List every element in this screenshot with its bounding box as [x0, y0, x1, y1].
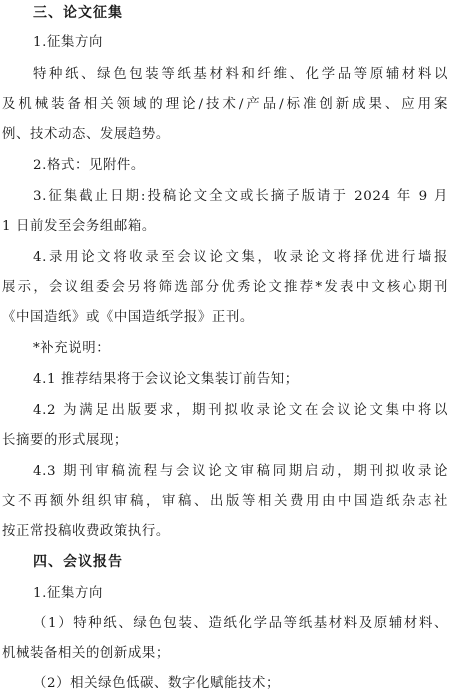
- paragraph-line: （2）相关绿色低碳、数字化赋能技术；: [33, 676, 280, 691]
- note-title: *补充说明：: [33, 341, 111, 356]
- paragraph-line: 1 日前发至会务组邮箱。: [2, 219, 156, 234]
- paragraph-line: 特种纸、绿色包装等纸基材料和纤维、化学品等原辅材料以: [33, 67, 448, 82]
- item-title-collection-direction: 1.征集方向: [33, 586, 103, 601]
- section-heading-conference-reports: 四、会议报告: [33, 554, 123, 570]
- paragraph-line: 按正常投稿收费政策执行。: [2, 524, 170, 539]
- paragraph-line: 《中国造纸》或《中国造纸学报》正刊。: [2, 310, 254, 325]
- section-heading-paper-collection: 三、论文征集: [33, 5, 123, 21]
- paragraph-line: 文不再额外组织审稿，审稿、出版等相关费用由中国造纸杂志社: [2, 494, 448, 509]
- paragraph-line: 3.征集截止日期:投稿论文全文或长摘子版请于 2024 年 9 月: [33, 189, 448, 204]
- item-format: 2.格式：见附件。: [33, 158, 145, 173]
- paragraph-line: 4.2 为满足出版要求，期刊拟收录论文在会议论文集中将以: [33, 403, 448, 418]
- paragraph-line: 4.3 期刊审稿流程与会议论文审稿同期启动，期刊拟收录论: [33, 464, 448, 479]
- paragraph-line: 展示，会议组委会另将筛选部分优秀论文推荐*发表中文核心期刊: [2, 280, 448, 295]
- paragraph-line: 例、技术动态、发展趋势。: [2, 127, 170, 142]
- paragraph-line: 4.录用论文将收录至会议论文集，收录论文将择优进行墙报: [33, 250, 448, 265]
- paragraph-line: 及机械装备相关领域的理论/技术/产品/标准创新成果、应用案: [2, 97, 448, 112]
- paragraph-line: 机械装备相关的创新成果；: [2, 646, 170, 661]
- note-item: 4.1 推荐结果将于会议论文集装订前告知；: [33, 372, 299, 387]
- paragraph-line: （1）特种纸、绿色包装、造纸化学品等纸基材料及原辅材料、: [33, 616, 448, 631]
- item-title-collection-direction: 1.征集方向: [33, 35, 103, 50]
- paragraph-line: 长摘要的形式展现；: [2, 433, 128, 448]
